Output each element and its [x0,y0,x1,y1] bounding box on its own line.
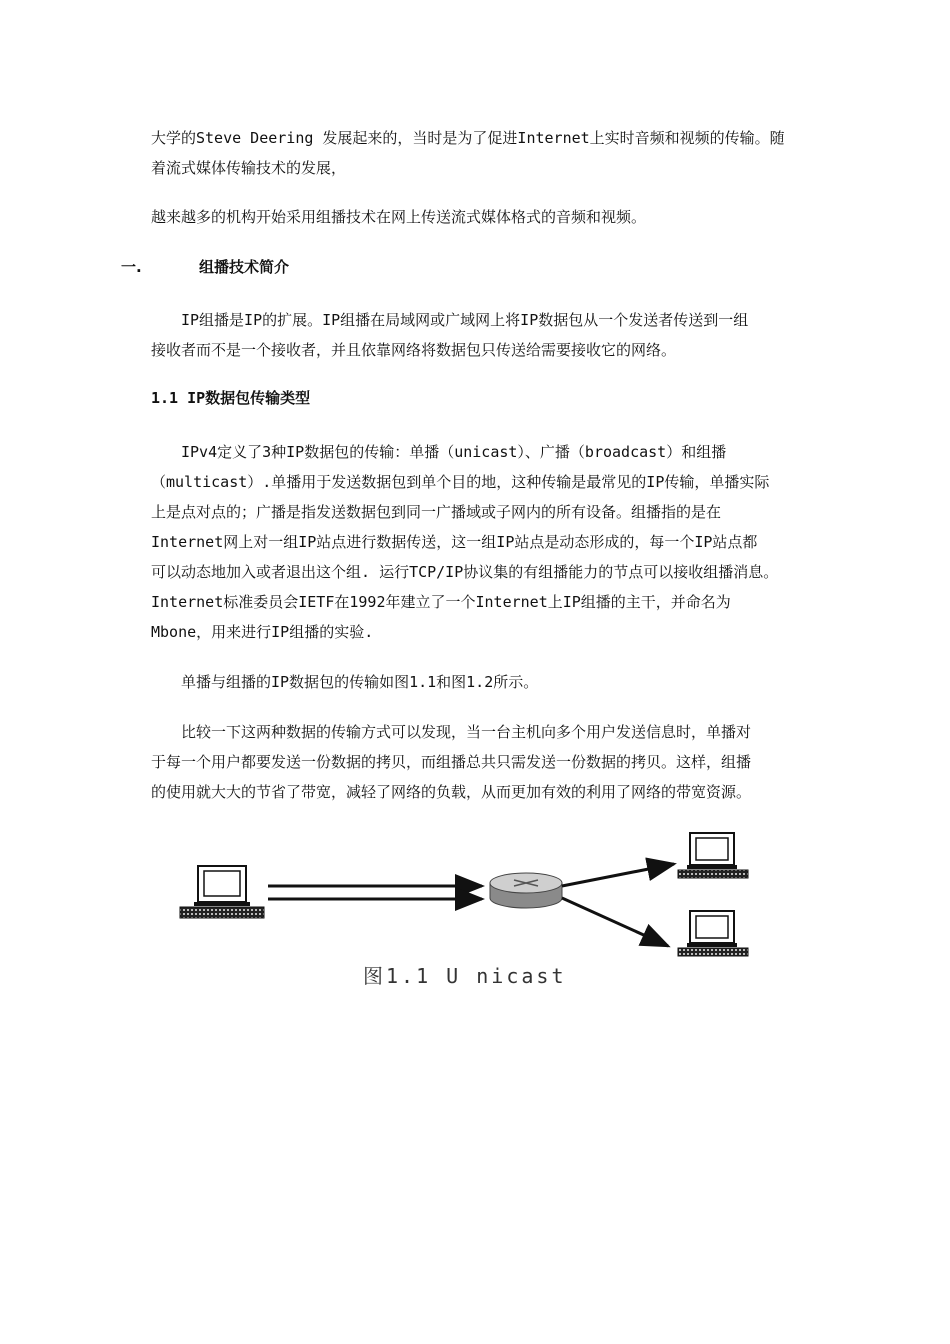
unicast-stream-arrows [268,886,482,899]
router-icon [490,873,562,908]
text-line: 着流式媒体传输技术的发展， [151,159,347,177]
text-line: 接收者而不是一个接收者，并且依靠网络将数据包只传送给需要接收它的网络。 [151,341,677,359]
delivery-arrows [562,864,674,946]
paragraph-comparison [151,717,811,807]
figure-caption: 图1.1 U nicast [363,964,567,988]
subsection-heading: 1.1 IP数据包传输类型 [151,389,311,407]
text-line: IP组播是IP的扩展。IP组播在局域网或广域网上将IP数据包从一个发送者传送到一组 [151,311,749,329]
receiver-computer-icon [678,911,748,956]
section-number: 一. [121,258,142,276]
paragraph-figure-reference [151,667,811,697]
text-line: 的使用就大大的节省了带宽，减轻了网络的负载，从而更加有效的利用了网络的带宽资源。 [151,783,752,801]
text-line: 越来越多的机构开始采用组播技术在网上传送流式媒体格式的音频和视频。 [151,208,647,226]
text-line: 大学的Steve Deering 发展起来的，当时是为了促进Internet上实时音频和视频的传输。随 [151,129,785,147]
text-line: 比较一下这两种数据的传输方式可以发现，当一台主机向多个用户发送信息时，单播对 [151,723,752,741]
paragraph-adoption [151,202,811,232]
text-line: IPv4定义了3种IP数据包的传输：单播（unicast）、广播（broadcast）和组播 [151,443,727,461]
text-line: （multicast）.单播用于发送数据包到单个目的地，这种传输是最常见的IP传输，单播实际 [151,473,770,491]
paragraph-intro [151,123,811,183]
section-title: 组播技术简介 [199,258,290,276]
text-line: 上是点对点的；广播是指发送数据包到同一广播域或子网内的所有设备。组播指的是在 [151,503,722,521]
receiver-computer-icon [678,833,748,878]
text-line: 可以动态地加入或者退出这个组. 运行TCP/IP协议集的有组播能力的节点可以接收组播消息。 [151,563,779,581]
text-line: 于每一个用户都要发送一份数据的拷贝，而组播总共只需发送一份数据的拷贝。这样，组播 [151,753,752,771]
text-line: Mbone，用来进行IP组播的实验. [151,623,374,641]
paragraph-ip-multicast [151,305,811,365]
text-line: Internet标准委员会IETF在1992年建立了一个Internet上IP组播的主干，并命名为 [151,593,731,611]
text-line: Internet网上对一组IP站点进行数据传送，这一组IP站点是动态形成的，每一个IP站点都 [151,533,758,551]
text-line: 单播与组播的IP数据包的传输如图1.1和图1.2所示。 [151,673,539,691]
paragraph-transmission-types [151,437,811,647]
sender-computer-icon [180,866,264,918]
